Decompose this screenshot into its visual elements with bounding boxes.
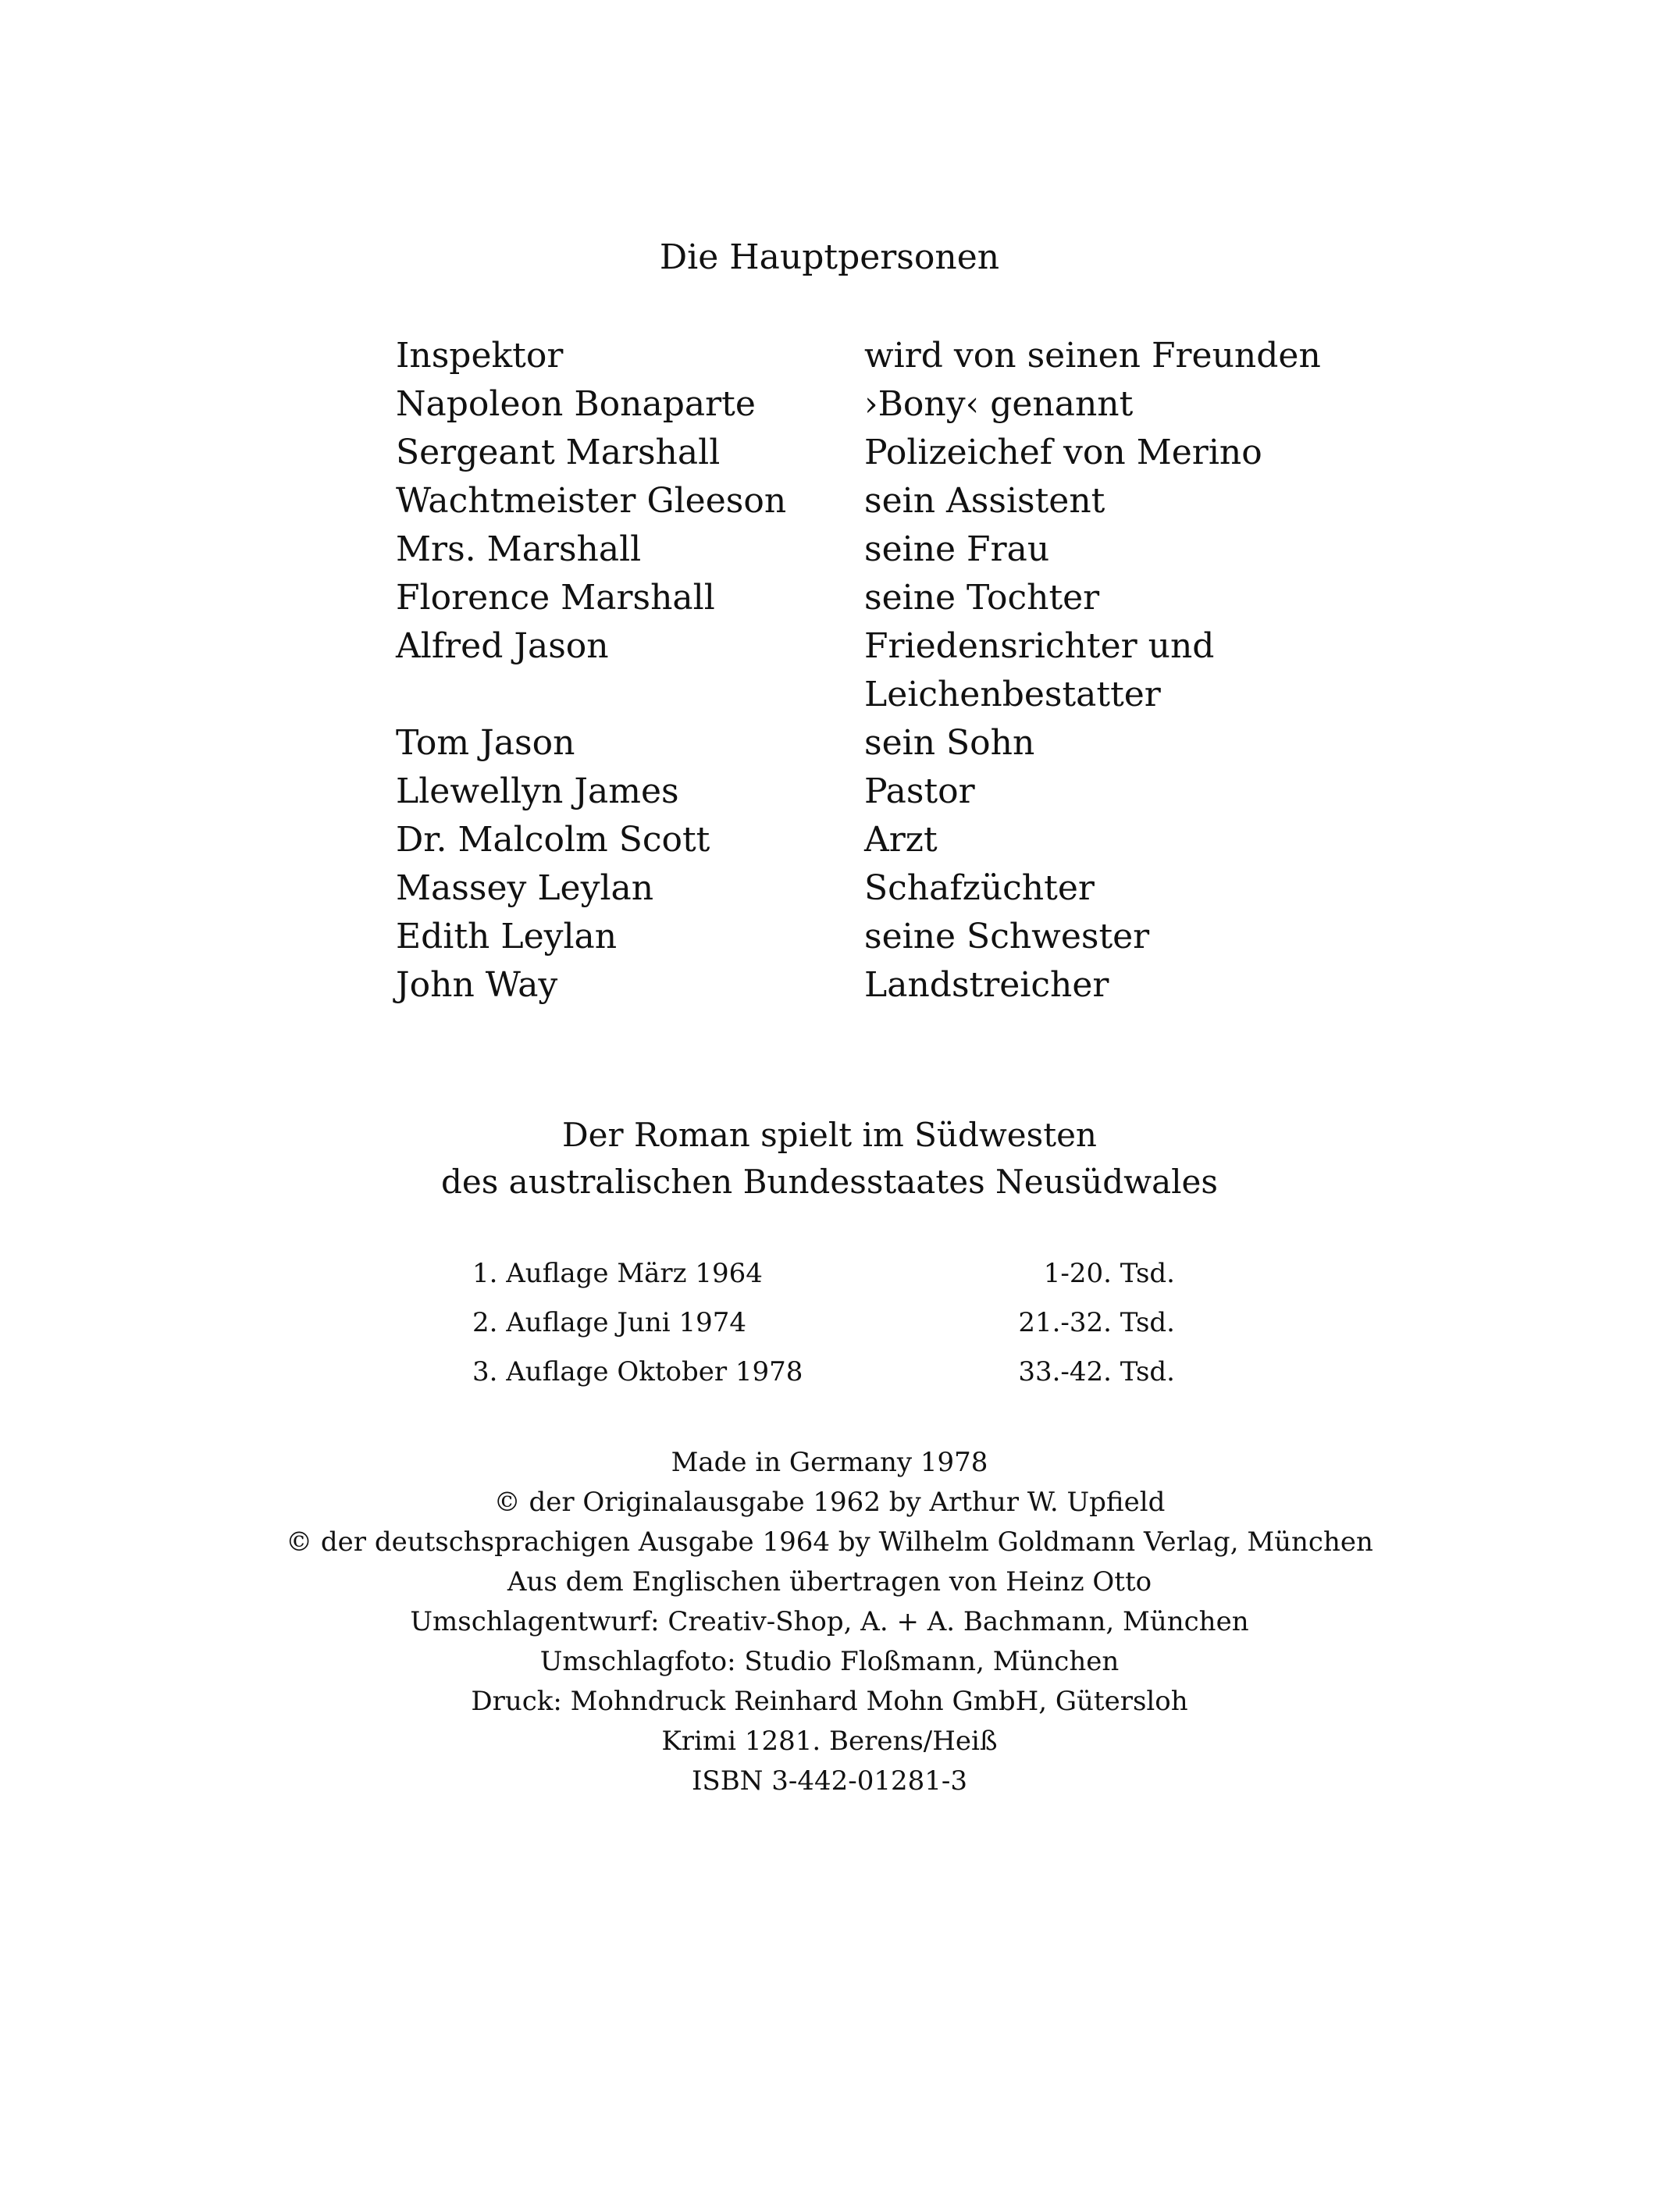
imprint-line: Made in Germany 1978 <box>671 1447 988 1478</box>
cast-role: wird von seinen Freunden <box>864 336 1321 376</box>
cast-role: ›Bony‹ genannt <box>864 384 1134 424</box>
cast-name: Napoleon Bonaparte <box>396 384 756 424</box>
imprint-line: Aus dem Englischen übertragen von Heinz Otto <box>507 1566 1152 1598</box>
cast-role: sein Assistent <box>864 481 1105 521</box>
cast-role: Polizeichef von Merino <box>864 433 1262 472</box>
cast-row <box>396 961 1411 1010</box>
cast-row <box>396 719 1411 768</box>
edition-row <box>472 1298 1175 1348</box>
cast-role: seine Schwester <box>864 917 1150 956</box>
cast-row <box>396 477 1411 525</box>
cast-row <box>396 332 1411 380</box>
cast-row <box>396 768 1411 816</box>
edition-label: 1. Auflage März 1964 <box>472 1258 763 1289</box>
setting-note <box>0 1112 1659 1206</box>
edition-count: 1-20. Tsd. <box>1043 1258 1175 1289</box>
cast-name: Dr. Malcolm Scott <box>396 820 710 860</box>
cast-row <box>396 525 1411 574</box>
edition-list <box>472 1249 1175 1397</box>
cast-name: Florence Marshall <box>396 578 715 618</box>
cast-row <box>396 864 1411 913</box>
setting-line: Der Roman spielt im Südwesten <box>562 1116 1097 1154</box>
cast-name <box>396 671 864 719</box>
cast-role: Leichenbestatter <box>864 675 1161 714</box>
cast-name: Edith Leylan <box>396 917 618 956</box>
cast-row <box>396 816 1411 864</box>
cast-role: Schafzüchter <box>864 868 1095 908</box>
edition-count: 21.-32. Tsd. <box>1018 1307 1175 1338</box>
cast-row <box>396 574 1411 622</box>
imprint-line: © der Originalausgabe 1962 by Arthur W. Upfield <box>493 1487 1166 1518</box>
cast-row <box>396 913 1411 961</box>
setting-line: des australischen Bundesstaates Neusüdwales <box>441 1163 1218 1201</box>
cast-list <box>396 332 1411 1010</box>
cast-role: seine Tochter <box>864 578 1100 618</box>
cast-name: Sergeant Marshall <box>396 433 721 472</box>
cast-row <box>396 429 1411 477</box>
cast-row <box>396 622 1411 671</box>
cast-role: sein Sohn <box>864 723 1035 763</box>
cast-row <box>396 380 1411 429</box>
imprint-line: ISBN 3-442-01281-3 <box>691 1765 968 1797</box>
cast-role: Arzt <box>864 820 938 860</box>
imprint-line: Druck: Mohndruck Reinhard Mohn GmbH, Gütersloh <box>471 1686 1188 1717</box>
cast-name: Tom Jason <box>396 723 575 763</box>
imprint-line: Umschlagentwurf: Creativ-Shop, A. + A. Bachmann, München <box>410 1606 1249 1637</box>
cast-name: Alfred Jason <box>396 626 609 666</box>
cast-role: Pastor <box>864 771 975 811</box>
cast-row <box>396 671 1411 719</box>
cast-name: Inspektor <box>396 336 564 376</box>
edition-label: 2. Auflage Juni 1974 <box>472 1307 746 1338</box>
cast-role: Friedensrichter und <box>864 626 1215 666</box>
edition-row <box>472 1348 1175 1397</box>
cast-name: Mrs. Marshall <box>396 529 642 569</box>
edition-count: 33.-42. Tsd. <box>1018 1356 1175 1387</box>
imprint-line: © der deutschsprachigen Ausgabe 1964 by Wilhelm Goldmann Verlag, München <box>286 1526 1373 1558</box>
imprint-line: Umschlagfoto: Studio Floßmann, München <box>539 1646 1120 1677</box>
cast-name: Wachtmeister Gleeson <box>396 481 787 521</box>
cast-name: John Way <box>396 965 558 1005</box>
edition-label: 3. Auflage Oktober 1978 <box>472 1356 803 1387</box>
page-heading: Die Hauptpersonen <box>659 237 1000 277</box>
cast-role: seine Frau <box>864 529 1050 569</box>
cast-role: Landstreicher <box>864 965 1109 1005</box>
cast-name: Llewellyn James <box>396 771 679 811</box>
imprint-block <box>0 1443 1659 1801</box>
imprint-line: Krimi 1281. Berens/Heiß <box>661 1726 998 1757</box>
cast-name: Massey Leylan <box>396 868 654 908</box>
edition-row <box>472 1249 1175 1298</box>
